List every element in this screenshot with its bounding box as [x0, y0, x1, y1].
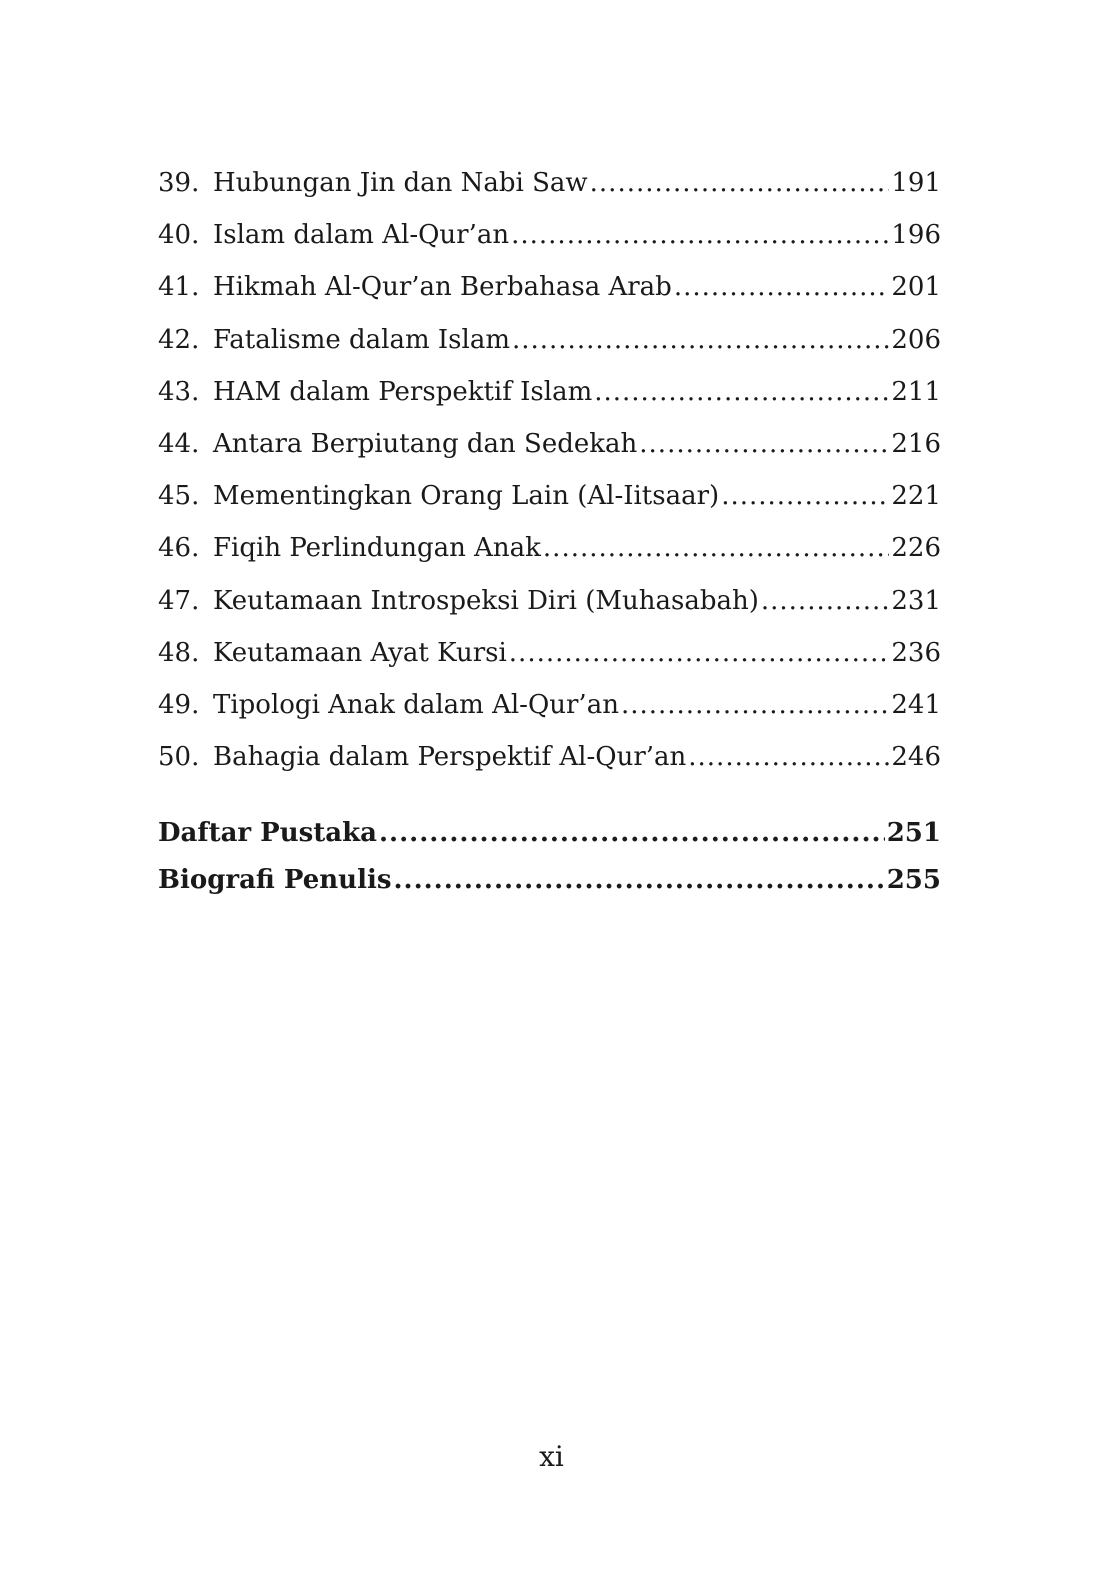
entry-number: 50.: [158, 742, 200, 773]
toc-entry-biografi-penulis[interactable]: [158, 857, 941, 904]
entry-number: 45.: [158, 481, 200, 512]
dot-leader: [761, 575, 889, 627]
entry-title: Bahagia dalam Perspektif Al-Qur’an: [213, 742, 687, 773]
entry-title: Islam dalam Al-Qur’an: [213, 220, 510, 251]
entry-number: 49.: [158, 689, 200, 720]
toc-entry-39[interactable]: [158, 157, 941, 209]
table-of-contents: [158, 157, 941, 783]
dot-leader: [543, 522, 889, 574]
dot-leader: [511, 209, 889, 261]
toc-entry-44[interactable]: [158, 418, 941, 470]
entry-title: Keutamaan Introspeksi Diri (Muhasabah): [213, 585, 759, 616]
entry-page: 251: [886, 818, 941, 848]
entry-title: Keutamaan Ayat Kursi: [213, 637, 507, 668]
entry-page: 241: [891, 689, 941, 720]
entry-page: 206: [891, 324, 941, 355]
toc-entry-49[interactable]: [158, 679, 941, 731]
entry-title: Fatalisme dalam Islam: [213, 324, 510, 355]
entry-page: 216: [891, 428, 941, 459]
dot-leader: [509, 627, 890, 679]
entry-title: Hubungan Jin dan Nabi Saw: [213, 168, 588, 198]
entry-title: Antara Berpiutang dan Sedekah: [213, 428, 638, 459]
entry-page: 221: [891, 481, 941, 512]
dot-leader: [590, 157, 890, 209]
entry-page: 236: [891, 637, 941, 668]
entry-number: 48.: [158, 637, 200, 668]
toc-entry-43[interactable]: [158, 366, 941, 418]
page-number: xi: [539, 1440, 564, 1473]
entry-page: 201: [891, 272, 941, 303]
entry-number: 44.: [158, 428, 200, 459]
entry-title: Biografi Penulis: [158, 865, 392, 895]
dot-leader: [393, 857, 884, 904]
entry-page: 246: [891, 742, 941, 773]
toc-entry-41[interactable]: [158, 261, 941, 313]
toc-entry-40[interactable]: [158, 209, 941, 261]
entry-title: Daftar Pustaka: [158, 818, 377, 848]
toc-entry-42[interactable]: [158, 314, 941, 366]
entry-page: 255: [886, 865, 941, 895]
entry-number: 41.: [158, 272, 200, 303]
entry-number: 42.: [158, 324, 200, 355]
entry-page: 191: [891, 168, 941, 198]
entry-page: 196: [891, 220, 941, 251]
toc-entry-47[interactable]: [158, 575, 941, 627]
toc-entry-50[interactable]: [158, 731, 941, 783]
toc-entry-46[interactable]: [158, 522, 941, 574]
entry-title: Hikmah Al-Qur’an Berbahasa Arab: [213, 272, 672, 303]
dot-leader: [621, 679, 889, 731]
entry-page: 211: [891, 376, 941, 407]
entry-page: 231: [891, 585, 941, 616]
dot-leader: [721, 470, 889, 522]
dot-leader: [688, 731, 889, 783]
entry-number: 39.: [158, 168, 200, 198]
entry-title: Tipologi Anak dalam Al-Qur’an: [213, 689, 619, 720]
entry-number: 46.: [158, 533, 200, 564]
back-matter: [158, 810, 941, 904]
dot-leader: [379, 810, 885, 857]
toc-entry-48[interactable]: [158, 627, 941, 679]
entry-number: 40.: [158, 220, 200, 251]
toc-entry-daftar-pustaka[interactable]: [158, 810, 941, 857]
entry-number: 43.: [158, 376, 200, 407]
dot-leader: [512, 314, 889, 366]
dot-leader: [674, 261, 890, 313]
toc-entry-45[interactable]: [158, 470, 941, 522]
entry-page: 226: [891, 533, 941, 564]
dot-leader: [639, 418, 889, 470]
dot-leader: [594, 366, 889, 418]
entry-title: Mementingkan Orang Lain (Al-Iitsaar): [213, 481, 720, 512]
entry-number: 47.: [158, 585, 200, 616]
entry-title: Fiqih Perlindungan Anak: [213, 533, 541, 564]
entry-title: HAM dalam Perspektif Islam: [213, 376, 593, 407]
